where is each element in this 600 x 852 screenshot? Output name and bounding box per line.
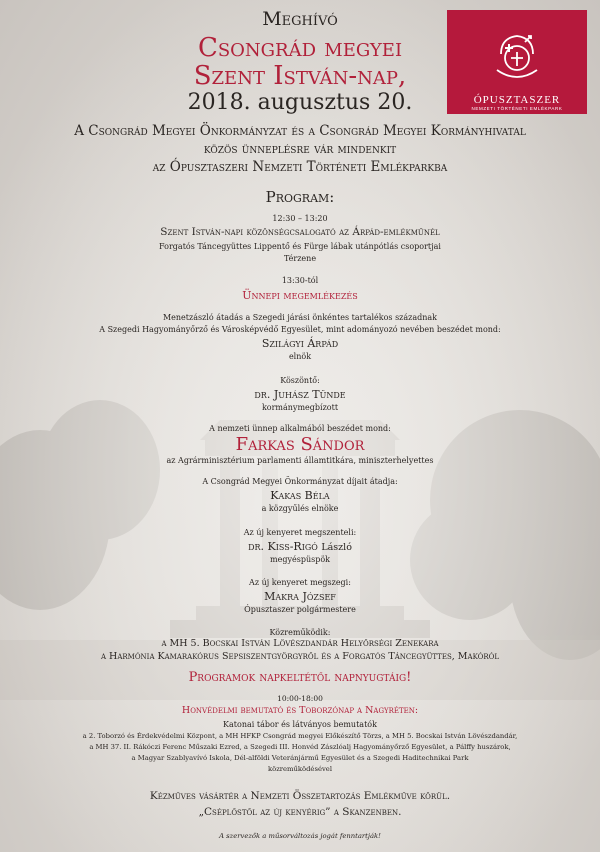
contributors-label: Közreműködik:	[269, 628, 331, 637]
all-day-programs-heading: Programok napkeltétől napnyugtáig!	[188, 670, 412, 685]
contributor-line-2: a Harmónia Kamarakórus Sepsiszentgyörgyről és a Forgatós Táncegyüttes, Makóról	[100, 651, 500, 662]
block3-time: 10:00-18:00	[277, 694, 323, 703]
bless-label: Az új kenyeret megszenteli:	[243, 528, 357, 537]
speaker-juhasz-role: kormánymegbízott	[261, 403, 339, 412]
block1-time: 12:30 – 13:20	[272, 214, 328, 223]
program-heading: Program:	[265, 188, 335, 206]
contributor-line-1: a MH 5. Bocskai István Lövészdandár Helyőrségi Zenekara	[161, 638, 439, 649]
title-line-1: Csongrád megyei	[197, 33, 403, 63]
speaker-juhasz-name: dr. Juhász Tünde	[254, 388, 346, 401]
block1-line-1: Forgatós Táncegyüttes Lippentő és Fürge lábak utánpótlás csoportjai	[159, 242, 441, 251]
award-label: A Csongrád Megyei Önkormányzat díjait átadja:	[202, 477, 398, 486]
skanzen-line: „Cséplőstől az új kenyérig” a Skanzenben.	[198, 806, 402, 818]
block3-line-4: a Magyar Szablyavívó Iskola, Dél-alföldi Veteránjármű Egyesület és a Szegedi Haditechnikai Park	[131, 754, 469, 762]
speaker-kiss-rigo-name	[0, 540, 600, 553]
speech-label: A nemzeti ünnep alkalmából beszédet mond:	[209, 424, 391, 433]
block2-title: Ünnepi megemlékezés	[242, 289, 358, 302]
block3-line-2: a 2. Toborzó és Érdekvédelmi Központ, a MH HFKP Csongrád megyei Előkészítő Törzs, a MH 5. Bocskai István Lövészdandár,	[82, 732, 518, 740]
logo-name: ÓPUSZTASZER	[473, 94, 561, 106]
block1-line-2: Térzene	[283, 254, 317, 263]
intro-line-1: A Csongrád Megyei Önkormányzat és a Csongrád Megyei Kormányhivatal	[74, 123, 526, 139]
block3-line-1: Katonai tábor és látványos bemutatók	[223, 720, 377, 729]
speaker-makra-role: Ópusztaszer polgármestere	[244, 605, 356, 614]
speaker-kiss-rigo-role: megyéspüspök	[270, 555, 330, 564]
title-line-2: Szent István-nap,	[193, 61, 407, 91]
block3-title: Honvédelmi bemutató és Toborzónap a Nagyréten:	[181, 705, 419, 716]
flag-handover-line: Menetzászló átadás a Szegedi járási önkéntes tartalékos századnak	[162, 313, 438, 322]
intro-line-2: közös ünneplésre vár mindenkit	[203, 141, 397, 157]
speaker-szilagyi-name: Szilágyi Árpád	[261, 337, 339, 350]
crafts-fair-line: Kézműves vásártér a Nemzeti Összetartozás Emlékműve körül.	[149, 790, 451, 802]
block3-line-3: a MH 37. II. Rákóczi Ferenc Műszaki Ezred, a Szegedi III. Honvéd Zászlóalj Hagyományőrző Egyesület, a Pálffy huszárok,	[89, 743, 511, 751]
greeting-label: Köszöntő:	[280, 376, 320, 385]
event-date: 2018. augusztus 20.	[187, 90, 413, 115]
speaker-szilagyi-role: elnök	[288, 352, 312, 361]
break-bread-label: Az új kenyeret megszegi:	[249, 578, 351, 587]
logo-subtitle: NEMZETI TÖRTÉNETI EMLÉKPARK	[471, 106, 563, 111]
block1-title: Szent István-napi közönségcsalogató az Árpád-emlékműnél	[160, 226, 440, 238]
invitation-heading: Meghívó	[262, 8, 338, 30]
speaker-farkas-role: az Agrárminisztérium parlamenti államtitkára, miniszterhelyettes	[166, 456, 434, 465]
speaker-farkas-name: Farkas Sándor	[235, 434, 365, 455]
speaker-makra-name: Makra József	[264, 590, 336, 603]
speaker-kakas-role: a közgyűlés elnöke	[261, 504, 339, 513]
block3-line-5: közreműködésével	[267, 765, 333, 773]
speaker-kiss-rigo-firstname: László	[321, 542, 352, 553]
block2-time: 13:30-tól	[281, 276, 319, 285]
speaker-kakas-name: Kakas Béla	[270, 489, 330, 502]
speaker-kiss-rigo-surname: dr. Kiss-Rigó	[248, 540, 318, 553]
donor-speech-line: A Szegedi Hagyományőrző és Városképvédő Egyesület, mint adományozó nevében beszédet mond:	[99, 325, 501, 334]
organizers-disclaimer: A szervezők a műsorváltozás jogát fenntartják!	[219, 832, 381, 840]
intro-line-3: az Ópusztaszeri Nemzeti Történeti Emlékparkba	[152, 159, 448, 175]
